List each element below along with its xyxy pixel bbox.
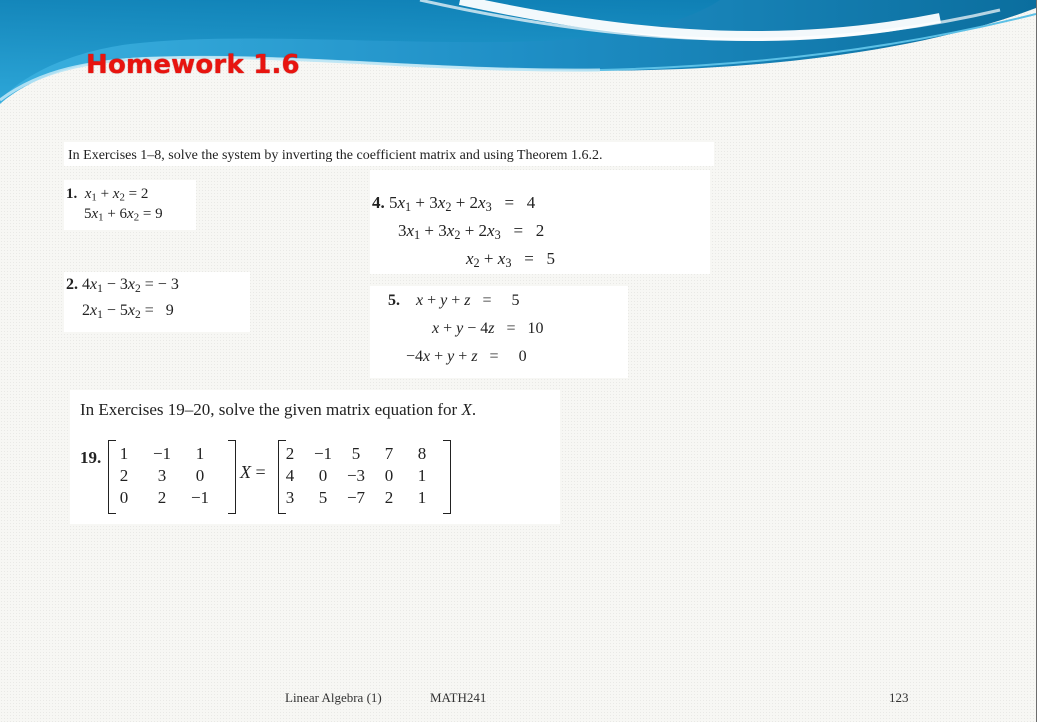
matrix-a-cell: −1 <box>152 444 172 463</box>
exercise-4-line-2: $3x_1 + 3x_2 + 2x_3 = 2$ <box>398 221 545 243</box>
exercise-19-number: 19. <box>80 448 102 467</box>
exercise-4-line-1: 4. $5x_1 + 3x_2 + 2x_3 = 4$ <box>372 193 536 215</box>
instruction-text-2: In Exercises 19–20, solve the given matrix equation for X. <box>80 400 477 419</box>
matrix-b-cell: −7 <box>346 488 366 507</box>
matrix-b-cell: −1 <box>313 444 333 463</box>
instruction-text-1: In Exercises 1–8, solve the system by inverting the coefficient matrix and using Theorem 1.6.2. <box>68 148 603 163</box>
matrix-b-cell: 7 <box>384 444 394 463</box>
matrix-b-cell: 5 <box>351 444 361 463</box>
page-edge <box>1036 0 1047 722</box>
matrix-a-cell: 1 <box>119 444 129 463</box>
exercise-4-line-3: $x_2 + x_3 = 5$ <box>466 249 556 271</box>
matrix-b-cell: 2 <box>384 488 394 507</box>
exercise-1-line-1: 1. $x_1 + x_2 = 2$ <box>66 186 149 204</box>
exercise-2-line-2: $2x_1 - 5x_2 = 9$ <box>82 302 174 321</box>
footer-course-name: Linear Algebra (1) <box>285 690 382 705</box>
exercise-2-line-1: 2. $4x_1 - 3x_2$ = − 3 <box>66 276 179 295</box>
matrix-a-cell: 3 <box>157 466 167 485</box>
matrix-a-cell: −1 <box>190 488 210 507</box>
matrix-a-cell: 0 <box>119 488 129 507</box>
matrix-b-cell: 4 <box>285 466 295 485</box>
matrix-b-cell: 0 <box>384 466 394 485</box>
matrix-b-cell: −3 <box>346 466 366 485</box>
matrix-a-cell: 2 <box>119 466 129 485</box>
page-title: Homework 1.6 <box>86 50 300 80</box>
matrix-a-cell: 2 <box>157 488 167 507</box>
matrix-a-cell: 0 <box>195 466 205 485</box>
matrix-b-cell: 1 <box>417 466 427 485</box>
matrix-b-cell: 2 <box>285 444 295 463</box>
matrix-b-cell: 5 <box>318 488 328 507</box>
matrix-b-cell: 1 <box>417 488 427 507</box>
exercise-5-line-3: −4x + y + z = 0 <box>406 348 527 365</box>
matrix-a-cell: 1 <box>195 444 205 463</box>
footer-course-code: MATH241 <box>430 690 487 705</box>
matrix-b-right-bracket <box>443 440 451 514</box>
matrix-a-right-bracket <box>228 440 236 514</box>
matrix-b-cell: 0 <box>318 466 328 485</box>
page-number: 123 <box>889 690 909 705</box>
exercise-1-line-2: $5x_1 + 6x_2 = 9$ <box>84 206 163 224</box>
exercise-5-line-1: 5. x + y + z = 5 <box>388 292 520 309</box>
matrix-equation-variable: X = <box>240 462 266 482</box>
matrix-b-cell: 8 <box>417 444 427 463</box>
matrix-b-cell: 3 <box>285 488 295 507</box>
exercise-5-line-2: x + y − 4z = 10 <box>432 320 544 337</box>
